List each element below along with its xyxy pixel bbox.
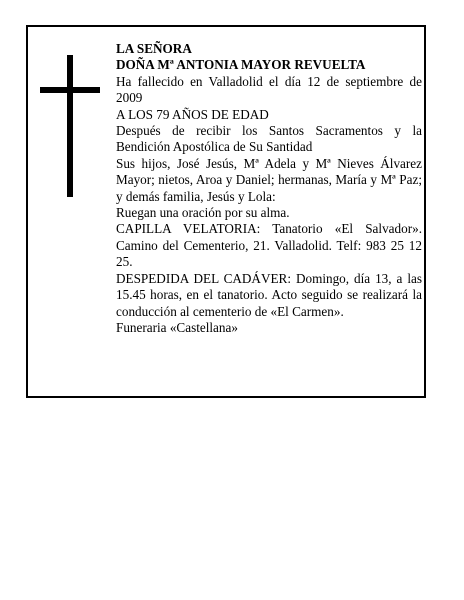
cross-horizontal-bar bbox=[40, 87, 100, 93]
title-line: LA SEÑORA bbox=[116, 41, 192, 56]
family-line: Sus hijos, José Jesús, Mª Adela y Mª Nieves Álvarez Mayor; nietos, Aroa y Daniel; hermanas, María y Mª Paz; y demás familia, Jesús y Lola: bbox=[116, 155, 422, 204]
chapel-info: CAPILLA VELATORIA: Tanatorio «El Salvador». Camino del Cementerio, 21. Valladolid. Telf: 983 25 12 25. bbox=[116, 221, 422, 270]
notice-body bbox=[116, 41, 422, 336]
latin-cross-icon bbox=[40, 55, 100, 197]
funeral-home: Funeraria «Castellana» bbox=[116, 319, 238, 335]
deceased-name: DOÑA Mª ANTONIA MAYOR REVUELTA bbox=[116, 57, 366, 73]
death-info: Ha fallecido en Valladolid el día 12 de septiembre de 2009 bbox=[116, 73, 422, 106]
obituary-notice bbox=[26, 25, 426, 398]
farewell-info: DESPEDIDA DEL CADÁVER: Domingo, día 13, a las 15.45 horas, en el tanatorio. Acto seguido se realizará la conducción al cementerio de «El Carmen». bbox=[116, 270, 422, 319]
sacraments-line: Después de recibir los Santos Sacramentos y la Bendición Apostólica de Su Santidad bbox=[116, 123, 422, 155]
prayer-request: Ruegan una oración por su alma. bbox=[116, 205, 290, 221]
cross-vertical-bar bbox=[67, 55, 73, 197]
age-line: A LOS 79 AÑOS DE EDAD bbox=[116, 106, 269, 122]
